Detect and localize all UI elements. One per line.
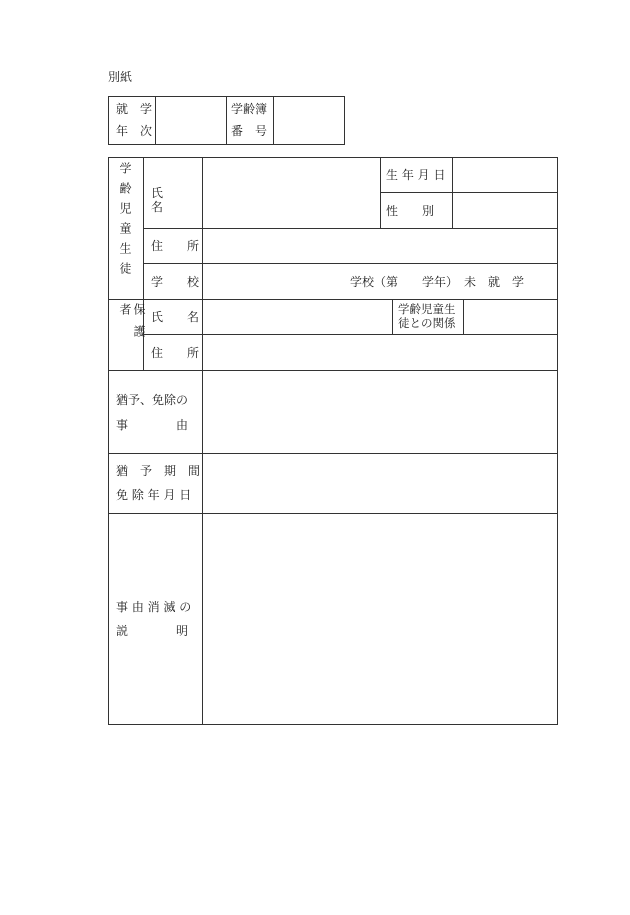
divider [392,299,393,334]
sex-field[interactable] [453,193,557,227]
relation-label-line1: 学齢児童生 [398,302,456,316]
school-label: 学 校 [151,275,200,289]
student-name-label-text: 氏 名 [151,186,188,214]
enrollment-year-label-line2: 年 次 [116,124,153,138]
divider [143,263,558,264]
extinction-field[interactable] [203,514,557,724]
guardian-address-field[interactable] [203,335,557,370]
extinction-label-line2: 説 明 [116,624,189,638]
birthdate-label: 生 年 月 日 [386,168,446,182]
divider [380,157,381,228]
register-number-label-line1: 学齢簿 [231,102,268,116]
guardian-address-label: 住 所 [151,346,200,360]
reason-field[interactable] [203,371,557,453]
reason-label-line1: 猶予、免除の [116,393,189,407]
period-label-line1: 猶 予 期 間 [116,464,201,478]
period-field[interactable] [203,454,557,513]
extinction-label-line1: 事 由 消 滅 の [116,600,192,614]
school-grade-text: 学校（第 学年） 未 就 学 [350,275,525,289]
guardian-name-label: 氏 名 [151,310,200,324]
student-address-label: 住 所 [151,239,200,253]
birthdate-field[interactable] [453,158,557,192]
relation-field[interactable] [464,300,557,334]
student-address-field[interactable] [203,229,557,263]
relation-label-line2: 徒との関係 [398,316,456,330]
student-name-field[interactable] [203,158,379,227]
attachment-label: 別紙 [108,70,133,84]
student-section-label: 学齢児童生徒 [118,162,132,282]
enrollment-year-label-line1: 就 学 [116,102,153,116]
guardian-name-field[interactable] [203,300,391,334]
guardian-section-label: 保護者 [118,303,146,347]
register-number-label-line2: 番 号 [231,124,268,138]
student-name-label [151,186,195,214]
register-number-field[interactable] [274,97,344,144]
divider [226,96,227,145]
period-label-line2: 免 除 年 月 日 [116,488,192,502]
sex-label: 性 別 [386,204,435,218]
reason-label-line2: 事 由 [116,418,189,432]
enrollment-year-field[interactable] [156,97,225,144]
